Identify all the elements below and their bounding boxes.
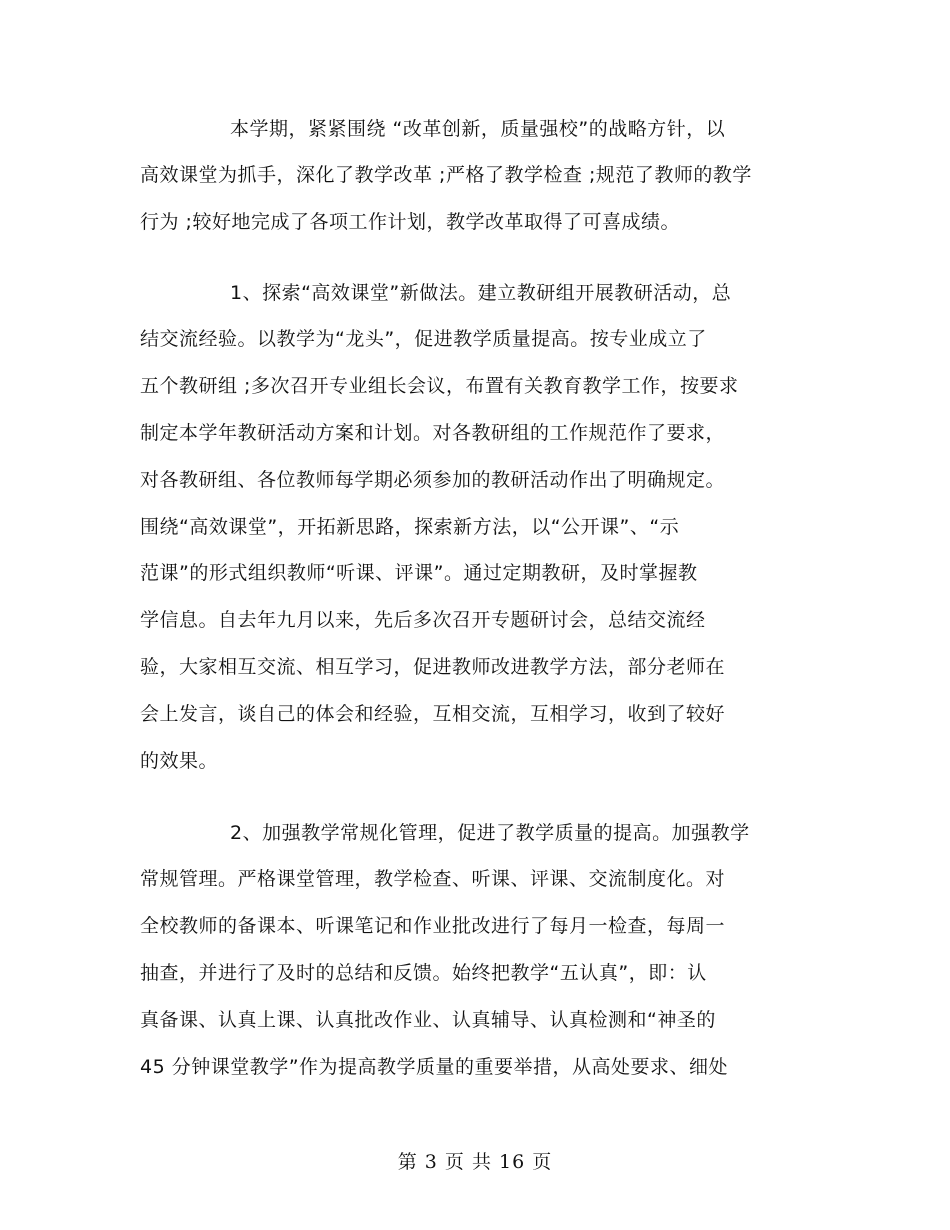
paragraph-1-line-1: 本学期，紧紧围绕 “改革创新，质量强校”的战略方针，以 <box>230 118 726 140</box>
paragraph-2-line-4: 制定本学年教研活动方案和计划。对各教研组的工作规范作了要求， <box>140 422 726 444</box>
paragraph-1-line-3: 行为 ;较好地完成了各项工作计划，教学改革取得了可喜成绩。 <box>140 211 680 233</box>
paragraph-3-line-2: 常规管理。严格课堂管理，教学检查、听课、评课、交流制度化。对 <box>140 868 726 890</box>
paragraph-2-line-7: 范课”的形式组织教师“听课、评课”。通过定期教研，及时掌握教 <box>140 562 698 584</box>
paragraph-2-line-2: 结交流经验。以教学为“龙头”，促进教学质量提高。按专业成立了 <box>140 328 707 350</box>
paragraph-2-line-11: 的效果。 <box>140 750 219 772</box>
paragraph-3-line-5: 真备课、认真上课、认真批改作业、认真辅导、认真检测和“神圣的 <box>140 1009 716 1031</box>
page-number-footer: 第 3 页 共 16 页 <box>397 1151 553 1173</box>
paragraph-2-line-6: 围绕“高效课堂”，开拓新思路，探索新方法，以“公开课”、“示 <box>140 516 680 538</box>
paragraph-2-line-3: 五个教研组 ;多次召开专业组长会议，布置有关教育教学工作，按要求 <box>140 375 739 397</box>
paragraph-2-line-8: 学信息。自去年九月以来，先后多次召开专题研讨会，总结交流经 <box>140 609 706 631</box>
paragraph-2-line-9: 验，大家相互交流、相互学习，促进教师改进教学方法，部分老师在 <box>140 656 726 678</box>
paragraph-3-line-4: 抽查，并进行了及时的总结和反馈。始终把教学“五认真”，即：认 <box>140 962 707 984</box>
paragraph-3-line-6: 45 分钟课堂教学”作为提高教学质量的重要举措，从高处要求、细处 <box>140 1056 729 1078</box>
paragraph-2-line-10: 会上发言，谈自己的体会和经验，互相交流，互相学习，收到了较好 <box>140 703 726 725</box>
paragraph-3-line-3: 全校教师的备课本、听课笔记和作业批改进行了每月一检查，每周一 <box>140 915 726 937</box>
paragraph-3-line-1: 2、加强教学常规化管理，促进了教学质量的提高。加强教学 <box>230 822 750 844</box>
paragraph-1-line-2: 高效课堂为抓手，深化了教学改革 ;严格了教学检查 ;规范了教师的教学 <box>140 164 752 186</box>
paragraph-2-line-1: 1、探索“高效课堂”新做法。建立教研组开展教研活动，总 <box>230 282 732 304</box>
paragraph-2-line-5: 对各教研组、各位教师每学期必须参加的教研活动作出了明确规定。 <box>140 469 726 491</box>
